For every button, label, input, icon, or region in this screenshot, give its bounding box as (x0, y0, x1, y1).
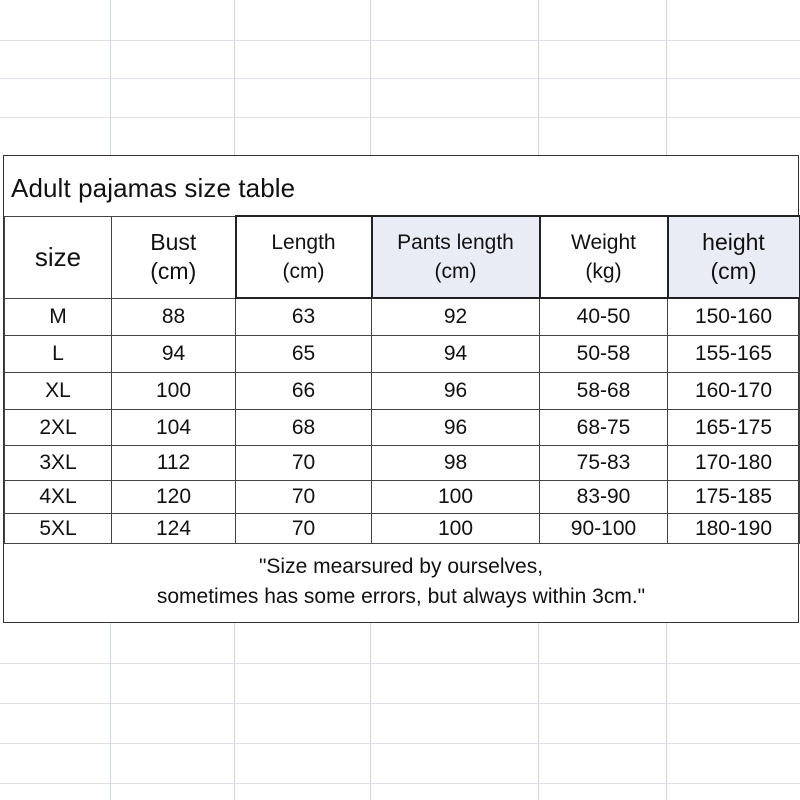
cell-bust: 104 (112, 410, 236, 446)
cell-pants-length: 96 (372, 373, 540, 410)
header-bust (112, 216, 236, 298)
cell-pants-length: 92 (372, 298, 540, 336)
cell-weight: 68-75 (540, 410, 668, 446)
table-row (5, 373, 800, 410)
cell-length: 68 (236, 410, 372, 446)
table-row (5, 446, 800, 481)
cell-height: 155-165 (668, 336, 800, 373)
header-pants-length (372, 216, 540, 298)
gridline (0, 78, 800, 79)
header-weight (540, 216, 668, 298)
cell-weight: 75-83 (540, 446, 668, 481)
gridline (0, 117, 800, 118)
header-bust-label: Bust (150, 229, 197, 255)
cell-length: 70 (236, 446, 372, 481)
cell-size: 3XL (5, 446, 112, 481)
cell-weight: 83-90 (540, 481, 668, 514)
note-line-2: sometimes has some errors, but always within 3cm." (156, 585, 646, 608)
cell-size: L (5, 336, 112, 373)
header-bust-unit: (cm) (150, 258, 197, 284)
header-size (5, 216, 112, 298)
cell-length: 70 (236, 481, 372, 514)
cell-weight: 90-100 (540, 514, 668, 544)
cell-weight: 40-50 (540, 298, 668, 336)
cell-weight: 58-68 (540, 373, 668, 410)
cell-height: 175-185 (668, 481, 800, 514)
cell-size: XL (5, 373, 112, 410)
header-row (5, 216, 800, 298)
cell-height: 180-190 (668, 514, 800, 544)
gridline (0, 40, 800, 41)
gridline (0, 743, 800, 744)
size-table (4, 215, 800, 544)
note-line-1: "Size mearsured by ourselves, (258, 555, 544, 578)
cell-bust: 94 (112, 336, 236, 373)
header-height-label: height (702, 229, 765, 255)
header-size-label: size (34, 241, 82, 272)
header-height-unit: (cm) (710, 258, 757, 284)
header-weight-unit: (kg) (585, 260, 622, 283)
cell-size: 2XL (5, 410, 112, 446)
cell-height: 150-160 (668, 298, 800, 336)
header-weight-label: Weight (571, 231, 636, 254)
header-pants-length-label: Pants length (397, 231, 514, 254)
cell-bust: 88 (112, 298, 236, 336)
cell-weight: 50-58 (540, 336, 668, 373)
gridline (0, 703, 800, 704)
cell-size: M (5, 298, 112, 336)
header-height (668, 216, 800, 298)
measurement-note (4, 537, 798, 623)
gridline (0, 783, 800, 784)
size-table-sheet (3, 155, 799, 623)
cell-height: 170-180 (668, 446, 800, 481)
table-row (5, 336, 800, 373)
cell-size: 5XL (5, 514, 112, 544)
cell-pants-length: 100 (372, 514, 540, 544)
cell-length: 66 (236, 373, 372, 410)
cell-length: 63 (236, 298, 372, 336)
cell-height: 160-170 (668, 373, 800, 410)
cell-pants-length: 96 (372, 410, 540, 446)
header-length-label: Length (271, 231, 336, 254)
cell-size: 4XL (5, 481, 112, 514)
cell-bust: 100 (112, 373, 236, 410)
table-row (5, 481, 800, 514)
header-length-unit: (cm) (282, 260, 325, 283)
cell-height: 165-175 (668, 410, 800, 446)
cell-bust: 112 (112, 446, 236, 481)
cell-pants-length: 100 (372, 481, 540, 514)
cell-length: 65 (236, 336, 372, 373)
table-row (5, 298, 800, 336)
cell-length: 70 (236, 514, 372, 544)
header-pants-length-unit: (cm) (434, 260, 477, 283)
cell-bust: 124 (112, 514, 236, 544)
cell-bust: 120 (112, 481, 236, 514)
table-title: Adult pajamas size table (11, 173, 296, 203)
gridline (0, 663, 800, 664)
cell-pants-length: 98 (372, 446, 540, 481)
table-row (5, 410, 800, 446)
cell-pants-length: 94 (372, 336, 540, 373)
header-length (236, 216, 372, 298)
